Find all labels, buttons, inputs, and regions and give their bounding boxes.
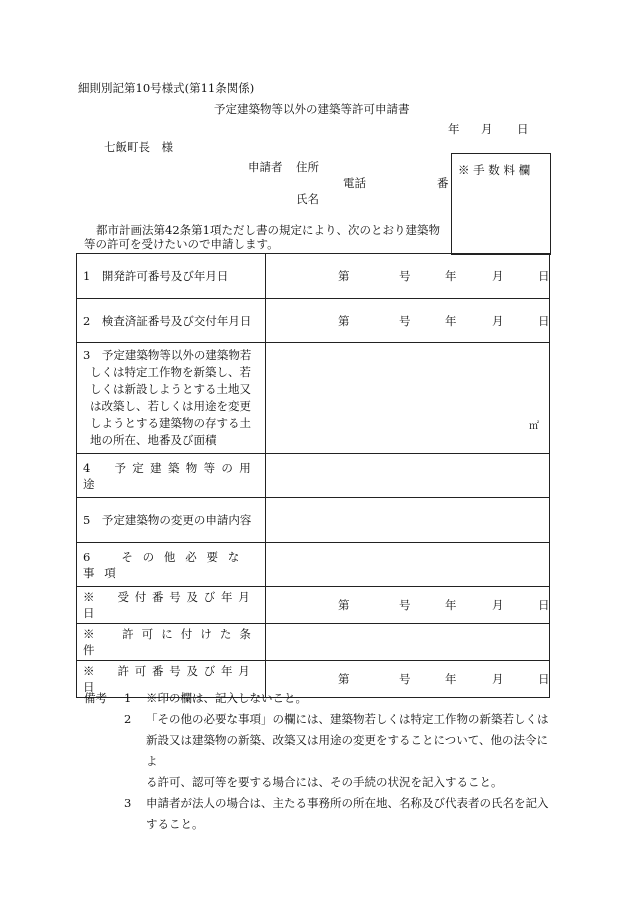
row-label: ※ 許可番号及び年月日 <box>77 661 266 698</box>
row-label: ※ 許可に付けた条件 <box>77 624 266 661</box>
table-row <box>77 343 550 454</box>
row-label-line: 3 予定建築物等以外の建築物若 <box>83 348 252 362</box>
row-label: 2 検査済証番号及び交付年月日 <box>77 299 266 343</box>
day-label: 日 <box>538 598 550 612</box>
note-number: 2 <box>124 712 132 726</box>
go-label: 号 <box>399 269 411 283</box>
area-unit: ㎡ <box>529 421 539 432</box>
note-text: る許可、認可等を要する場合には、その手続の状況を記入すること。 <box>146 775 503 789</box>
note-text: 新設又は建築物の新築、改築又は用途の変更をすることについて、他の法令によ <box>146 733 549 768</box>
note-number: 1 <box>124 691 132 705</box>
note-item <box>84 688 554 709</box>
table-row <box>77 587 550 624</box>
row-value[interactable] <box>266 624 550 661</box>
table-row <box>77 454 550 498</box>
note-text: 「その他の必要な事項」の欄には、建築物若しくは特定工作物の新築若しくは <box>146 712 549 726</box>
year-label: 年 <box>445 313 457 328</box>
table-row <box>77 498 550 543</box>
note-text: ※印の欄は、記入しないこと。 <box>146 691 307 705</box>
row-label-line: しくは新設しようとする土地又 <box>90 382 251 396</box>
month-label: 月 <box>492 672 504 686</box>
row-value-date[interactable] <box>266 587 550 624</box>
dai-label: 第 <box>338 313 350 328</box>
row-label: 5 予定建築物の変更の申請内容 <box>77 498 266 543</box>
row-label: 1 開発許可番号及び年月日 <box>77 254 266 299</box>
notes-heading: 備考 <box>84 691 107 705</box>
table-row <box>77 299 550 343</box>
note-text: 申請者が法人の場合は、主たる事務所の所在地、名称及び代表者の氏名を記入 <box>146 796 549 810</box>
row-label-line: しようとする建築物の存する土 <box>90 416 251 430</box>
row-label-line: 地の所在、地番及び面積 <box>90 433 217 447</box>
dai-label: 第 <box>338 269 350 283</box>
form-title: 予定建築物等以外の建築等許可申請書 <box>214 102 410 116</box>
applicant-name-label: 氏名 <box>296 192 319 206</box>
note-number: 3 <box>124 796 132 810</box>
month-label: 月 <box>492 269 504 283</box>
fee-box-label: ※ 手 数 料 欄 <box>458 163 531 177</box>
intro-text-line-1: 都市計画法第42条第1項ただし書の規定により、次のとおり建築物 <box>96 223 440 237</box>
row-value[interactable] <box>266 454 550 498</box>
applicant-phone-label: 電話 <box>343 176 366 190</box>
note-item <box>84 793 554 814</box>
dai-label: 第 <box>338 672 350 686</box>
dai-label: 第 <box>338 598 350 612</box>
application-table <box>76 253 550 698</box>
row-label-line: しくは特定工作物を新築し、若 <box>90 365 251 379</box>
day-label: 日 <box>538 672 550 686</box>
row-label: 4 予定建築物等の用途 <box>77 454 266 498</box>
year-label: 年 <box>445 269 457 283</box>
intro-text-line-2: 等の許可を受けたいので申請します。 <box>84 237 279 251</box>
notes-section <box>84 688 554 835</box>
applicant-phone-suffix: 番 <box>437 176 449 190</box>
year-label: 年 <box>445 598 457 612</box>
day-label: 日 <box>538 269 550 283</box>
month-label: 月 <box>492 598 504 612</box>
table-row <box>77 254 550 299</box>
year-label: 年 <box>445 672 457 686</box>
applicant-address-label: 住所 <box>296 160 319 174</box>
row-value[interactable] <box>266 543 550 587</box>
row-label-multiline <box>77 343 266 454</box>
date-year: 年 <box>448 122 460 136</box>
month-label: 月 <box>492 313 504 328</box>
fee-box <box>451 153 551 255</box>
addressee: 七飯町長 様 <box>104 140 173 154</box>
date-month: 月 <box>481 122 493 136</box>
go-label: 号 <box>399 672 411 686</box>
note-item <box>84 709 554 730</box>
form-id: 細則別記第10号様式(第11条関係) <box>78 81 255 95</box>
applicant-label: 申請者 <box>248 160 283 174</box>
row-label: ※ 受付番号及び年月日 <box>77 587 266 624</box>
day-label: 日 <box>538 313 550 328</box>
table-row <box>77 543 550 587</box>
date-day: 日 <box>517 122 529 136</box>
row-value-area[interactable] <box>266 343 550 454</box>
row-value-date[interactable] <box>266 254 550 299</box>
row-value-date[interactable] <box>266 299 550 343</box>
row-label: 6 その他必要な事項 <box>77 543 266 587</box>
row-value[interactable] <box>266 498 550 543</box>
table-row <box>77 624 550 661</box>
go-label: 号 <box>399 313 411 328</box>
row-label-line: は改築し、若しくは用途を変更 <box>90 399 251 413</box>
note-text: すること。 <box>146 817 204 831</box>
go-label: 号 <box>399 598 411 612</box>
